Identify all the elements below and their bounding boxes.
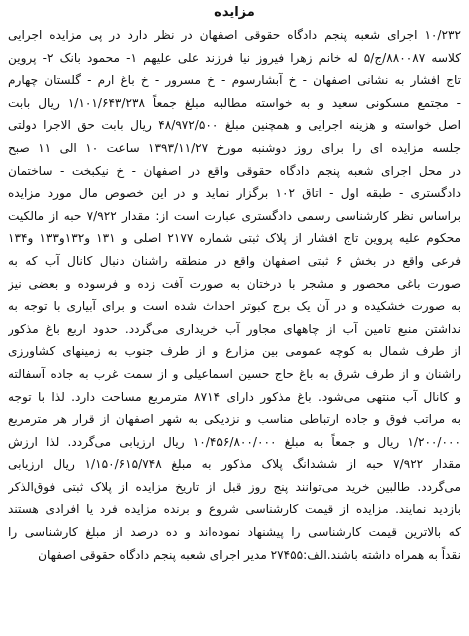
notice-line: فرعی واقع در بخش ۶ ثبتی اصفهان واقع در منطقه راشنان دنبال کانال آب که به [8,253,461,268]
notice-line: جلسه مزایده ای را برای روز دوشنبه مورخ ۱۳۹۳/۱۱/۲۷ ساعت ۱۰ الی ۱۱ صبح [8,140,461,155]
notice-line: محکوم علیه پروین تاج افشار از پلاک ثبتی شماره ۲۱۷۷ اصلی و ۱۳۱ و۱۳۲و۱۳۳ و۱۳۴ [8,231,461,246]
notice-line: و کانال آب منتهی می‌شود. باغ مذکور دارای ۸۷۱۴ مترمربع مساحت دارد. لذا با توجه [8,389,461,404]
notice-line: به صورت خشکیده و در آن یک برج کبوتر احداث شده است و برای آبیاری با توجه به [8,299,461,314]
notice-line: راشنان و از طرف شرق به باغ حاج حسین اسماعیلی و از سمت غرب به جاده آسفالته [8,366,461,381]
notice-line: از طرف شمال به کوچه عمومی بین مزارع و از طرف جنوب به زمینهای کشاورزی [8,344,461,359]
notice-line: صورت باغی محصور و مشجر با درختان به صورت آفت زده و فرسوده و بعضی نیز [8,276,461,291]
notice-line: می‌گردد. طالبین خرید می‌توانند پنج روز قبل از تاریخ مزایده از پلاک ثبتی فوق‌الذکر [8,479,461,494]
notice-line: اصل خواسته و هزینه اجرایی و همچنین مبلغ ۴۸/۹۷۲/۵۰۰ ریال بابت حق الاجرا دولتی [8,118,461,133]
notice-line: که بالاترین قیمت کارشناسی را پیشنهاد نموده‌اند و ده درصد از مبلغ کارشناسی را [8,525,461,540]
notice-line: نداشتن منبع تامین آب از چاههای مجاور آب خریداری می‌گردد. حدود اربع باغ مذکور [8,321,461,336]
notice-line: به مراتب فوق و جاده ارتباطی مناسب و نزدیکی به شهر اصفهان از قرار هر مترمربع [8,412,461,427]
notice-body [8,24,461,566]
notice-line: بازدید نمایند. مزایده از قیمت کارشناسی شروع و برنده مزایده فرد یا افرادی هستند [8,502,461,517]
notice-line: - مجتمع مسکونی سعید و به خواسته مطالبه مبلغ جمعاً ۱/۱۰۱/۶۴۳/۲۳۸ ریال بابت [8,95,461,110]
notice-line: براساس نظر کارشناسی رسمی دادگستری عبارت است از: مقدار ۷/۹۲۲ حبه از مالکیت [8,208,461,223]
notice-title: مزایده [214,5,255,20]
notice-line: دادگستری - طبقه اول - اتاق ۱۰۲ برگزار نماید و در این خصوص مال مورد مزایده [8,186,461,201]
notice-line: در محل اجرای شعبه پنجم دادگاه حقوقی واقع در اصفهان - خ نیکبخت - ساختمان [8,163,461,178]
notice-line: کلاسه ۸۸۰۰۸۷/ج/۵ له خانم زهرا فیروز نیا فرزند علی علیهم ۱- محمود بانک ۲- پروین [8,50,461,65]
notice-line: تاج افشار به نشانی اصفهان - خ آبشارسوم - خ مسرور - خ باغ ارم - گلستان چهارم [8,73,461,88]
notice-line: ۱۰/۲۳۲ اجرای شعبه پنجم دادگاه حقوقی اصفهان در نظر دارد در پی مزایده اجرایی [8,28,461,42]
notice-line-signature: نقداً به همراه داشته باشند.الف:۲۷۴۵۵ مدیر اجرای شعبه پنجم دادگاه حقوقی اصفهان [38,547,461,562]
notice-line: مقدار ۷/۹۲۲ حبه از ششدانگ پلاک مذکور به مبلغ ۱/۱۵۰/۶۱۵/۷۴۸ ریال ارزیابی [8,457,461,472]
notice-line: ۱/۲۰۰/۰۰۰ ریال و جمعاً به مبلغ ۱۰/۴۵۶/۸۰۰/۰۰۰ ریال ارزیابی می‌گردد. لذا ارزش [8,434,461,449]
